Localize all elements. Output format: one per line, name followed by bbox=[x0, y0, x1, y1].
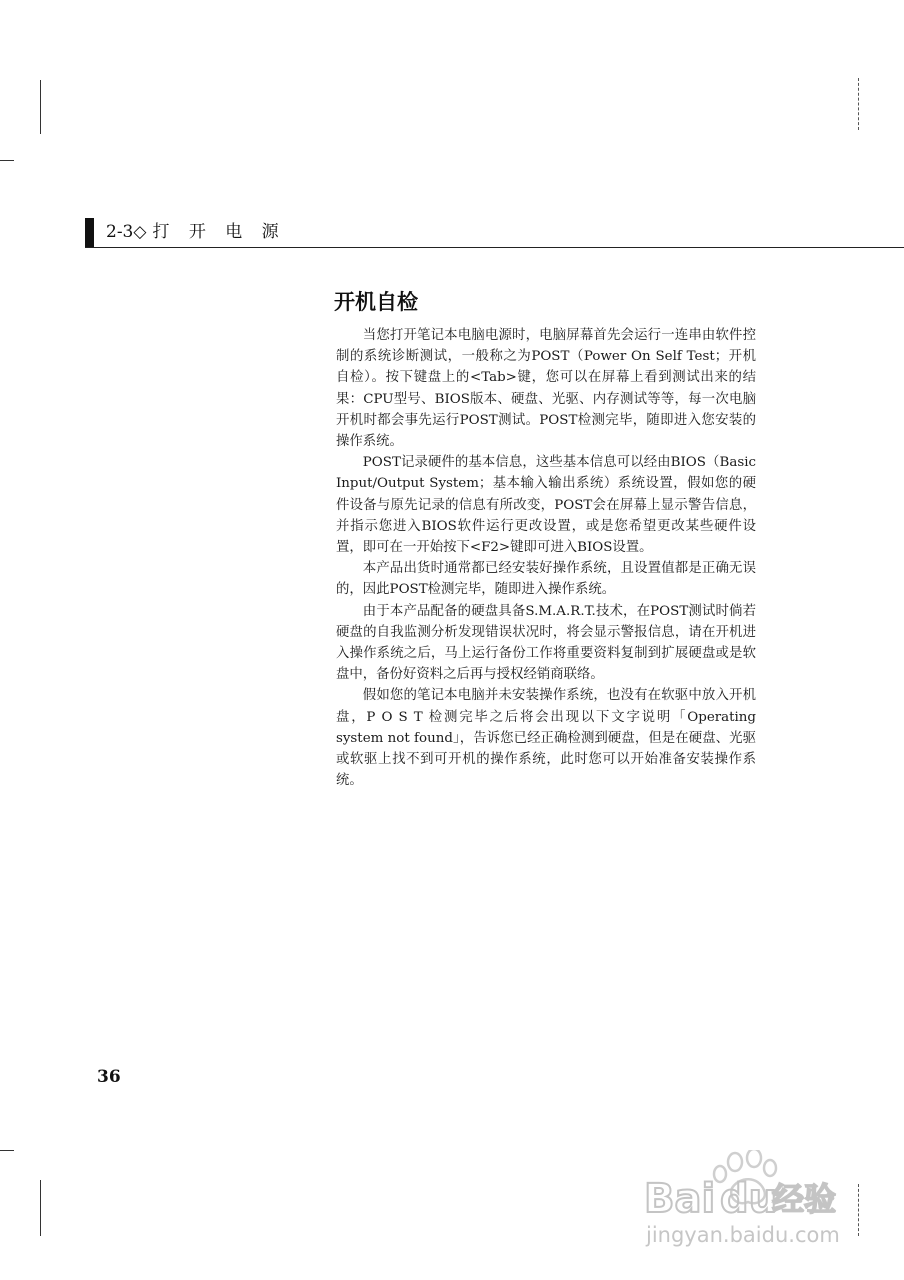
crop-mark-top-left-horizontal bbox=[0, 160, 14, 161]
crop-mark-bottom-left-vertical bbox=[40, 1180, 41, 1236]
chapter-marker-bar bbox=[85, 218, 94, 248]
paragraph-bios: POST记录硬件的基本信息，这些基本信息可以经由BIOS（Basic Input/Output System；基本输入输出系统）系统设置，假如您的硬件设备与原先记录的信息有所改变，POST会在屏幕上显示警告信息，并指示您进入BIOS软件运行更改设置，或是您希望更改某些硬件设置，即可在一开始按下<F2>键即可进入BIOS设置。 bbox=[336, 455, 756, 556]
crop-mark-bottom-right-dashed bbox=[858, 1184, 859, 1236]
crop-mark-top-right-dashed bbox=[858, 78, 859, 130]
chapter-number: 2-3 bbox=[106, 222, 134, 242]
baidu-jingyan-watermark bbox=[640, 1150, 850, 1260]
chapter-title: 打 开 电 源 bbox=[152, 222, 286, 242]
paw-icon bbox=[640, 1150, 850, 1260]
section-heading: 开机自检 bbox=[334, 290, 418, 314]
body-text bbox=[336, 325, 756, 791]
svg-text:Bai: Bai bbox=[644, 1176, 716, 1222]
crop-mark-bottom-left-horizontal bbox=[0, 1150, 14, 1151]
chapter-header bbox=[106, 220, 286, 244]
svg-text:jingyan.baidu.com: jingyan.baidu.com bbox=[646, 1223, 840, 1247]
crop-mark-top-left-vertical bbox=[40, 80, 41, 134]
header-rule bbox=[85, 247, 904, 248]
svg-text:经验: 经验 bbox=[772, 1180, 837, 1218]
svg-text:du: du bbox=[720, 1176, 778, 1222]
paragraph-preinstalled-os: 本产品出货时通常都已经安装好操作系统，且设置值都是正确无误的，因此POST检测完毕，随即进入操作系统。 bbox=[336, 561, 756, 598]
paragraph-post-intro: 当您打开笔记本电脑电源时，电脑屏幕首先会运行一连串由软件控制的系统诊断测试，一般称之为POST（Power On Self Test；开机自检）。按下键盘上的<Tab>键，您可以在屏幕上看到测试出来的结果：CPU型号、BIOS版本、硬盘、光驱、内存测试等等，每一次电脑开机时都会事先运行POST测试。POST检测完毕，随即进入您安装的操作系统。 bbox=[336, 328, 756, 450]
diamond-icon: ◇ bbox=[133, 222, 147, 242]
page-number: 36 bbox=[97, 1067, 121, 1087]
paragraph-smart: 由于本产品配备的硬盘具备S.M.A.R.T.技术，在POST测试时倘若硬盘的自我监测分析发现错误状况时，将会显示警报信息，请在开机进入操作系统之后，马上运行备份工作将重要资料复制到扩展硬盘或是软盘中，备份好资料之后再与授权经销商联络。 bbox=[336, 603, 756, 683]
paragraph-no-os: 假如您的笔记本电脑并未安装操作系统，也没有在软驱中放入开机盘，P O S T 检测完毕之后将会出现以下文字说明「Operating system not found」，告诉您已经正确检测到硬盘，但是在硬盘、光驱或软驱上找不到可开机的操作系统，此时您可以开始准备安装操作系统。 bbox=[336, 688, 756, 789]
